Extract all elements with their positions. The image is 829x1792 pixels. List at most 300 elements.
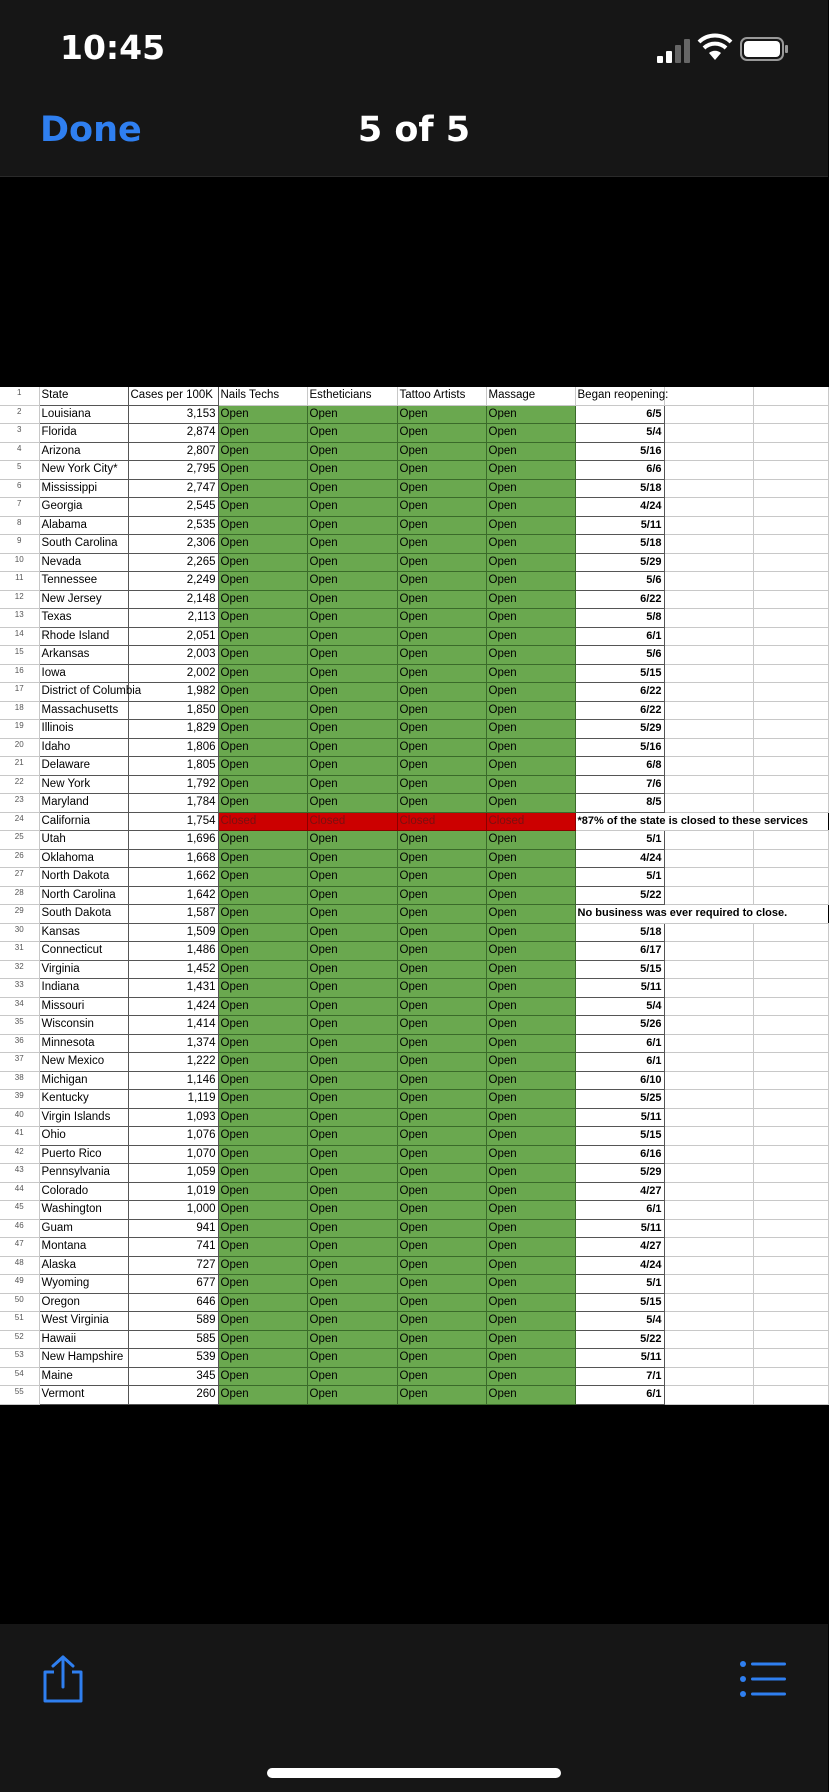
status-cell: Open — [397, 442, 486, 461]
cases-cell: 2,874 — [128, 424, 218, 443]
status-cell: Open — [397, 553, 486, 572]
empty-cell — [664, 1016, 753, 1035]
empty-cell — [664, 405, 753, 424]
reopen-date-cell: 5/29 — [575, 553, 664, 572]
status-cell: Open — [486, 646, 575, 665]
empty-cell — [664, 1090, 753, 1109]
status-cell: Open — [307, 664, 397, 683]
row-number: 26 — [0, 849, 39, 868]
table-row — [0, 1367, 828, 1386]
empty-cell — [753, 775, 828, 794]
reopen-date-cell: 7/1 — [575, 1367, 664, 1386]
state-cell: Virginia — [39, 960, 128, 979]
status-cell: Open — [486, 1090, 575, 1109]
empty-cell — [753, 868, 828, 887]
status-cell: Open — [307, 1182, 397, 1201]
status-cell: Open — [307, 609, 397, 628]
table-row — [0, 627, 828, 646]
table-header-row — [0, 387, 828, 405]
status-cell: Open — [397, 1127, 486, 1146]
clock-time: 10:45 — [60, 28, 166, 67]
reopen-date-cell: 5/16 — [575, 738, 664, 757]
status-cell: Open — [397, 535, 486, 554]
table-row — [0, 590, 828, 609]
status-cell: Open — [397, 1293, 486, 1312]
status-cell: Closed — [397, 812, 486, 831]
state-cell: Louisiana — [39, 405, 128, 424]
table-row — [0, 942, 828, 961]
empty-cell — [664, 387, 753, 405]
status-cell: Open — [218, 627, 307, 646]
status-cell: Open — [307, 1016, 397, 1035]
reopen-date-cell: 5/25 — [575, 1090, 664, 1109]
state-cell: Nevada — [39, 553, 128, 572]
cases-cell: 2,003 — [128, 646, 218, 665]
status-cell: Open — [486, 942, 575, 961]
status-cell: Open — [486, 849, 575, 868]
status-cell: Open — [218, 1071, 307, 1090]
reopen-date-cell: 6/22 — [575, 701, 664, 720]
row-number: 49 — [0, 1275, 39, 1294]
status-cell: Open — [397, 516, 486, 535]
status-cell: Open — [307, 405, 397, 424]
status-cell: Open — [307, 738, 397, 757]
state-cell: California — [39, 812, 128, 831]
cases-cell: 1,668 — [128, 849, 218, 868]
empty-cell — [753, 646, 828, 665]
reopen-date-cell: 5/1 — [575, 868, 664, 887]
empty-cell — [664, 479, 753, 498]
state-cell: Alabama — [39, 516, 128, 535]
state-cell: Maryland — [39, 794, 128, 813]
status-cell: Open — [218, 1016, 307, 1035]
status-cell: Open — [397, 1275, 486, 1294]
home-indicator[interactable] — [267, 1768, 561, 1778]
empty-cell — [664, 1367, 753, 1386]
empty-cell — [753, 1349, 828, 1368]
cases-cell: 1,784 — [128, 794, 218, 813]
table-row — [0, 1293, 828, 1312]
table-row — [0, 1312, 828, 1331]
empty-cell — [753, 1127, 828, 1146]
reopen-date-cell: 6/22 — [575, 590, 664, 609]
status-cell: Open — [218, 609, 307, 628]
empty-cell — [753, 979, 828, 998]
status-cell: Closed — [307, 812, 397, 831]
list-icon[interactable] — [740, 1660, 786, 1698]
empty-cell — [664, 572, 753, 591]
reopen-date-cell: 5/11 — [575, 1349, 664, 1368]
status-cell: Open — [307, 553, 397, 572]
empty-cell — [664, 720, 753, 739]
column-header: Cases per 100K — [128, 387, 218, 405]
reopen-date-cell: 5/11 — [575, 516, 664, 535]
reopen-date-cell: 7/6 — [575, 775, 664, 794]
empty-cell — [664, 1034, 753, 1053]
state-cell: Texas — [39, 609, 128, 628]
row-number: 17 — [0, 683, 39, 702]
status-cell: Open — [486, 1016, 575, 1035]
row-number: 24 — [0, 812, 39, 831]
status-cell: Open — [218, 886, 307, 905]
cases-cell: 2,265 — [128, 553, 218, 572]
table-row — [0, 1164, 828, 1183]
state-cell: Kentucky — [39, 1090, 128, 1109]
empty-cell — [664, 1312, 753, 1331]
status-cell: Open — [486, 1145, 575, 1164]
empty-cell — [753, 609, 828, 628]
row-number: 9 — [0, 535, 39, 554]
state-cell: Colorado — [39, 1182, 128, 1201]
reopen-date-cell: 6/6 — [575, 461, 664, 480]
note-cell: *87% of the state is closed to these services — [575, 812, 828, 831]
row-number: 54 — [0, 1367, 39, 1386]
empty-cell — [753, 701, 828, 720]
empty-cell — [753, 1034, 828, 1053]
status-cell: Open — [218, 1219, 307, 1238]
row-number: 27 — [0, 868, 39, 887]
empty-cell — [753, 738, 828, 757]
status-cell: Open — [307, 461, 397, 480]
table-row — [0, 720, 828, 739]
table-row — [0, 1108, 828, 1127]
table-row — [0, 1349, 828, 1368]
status-cell: Open — [307, 1312, 397, 1331]
cases-cell: 1,486 — [128, 942, 218, 961]
status-cell: Open — [397, 997, 486, 1016]
empty-cell — [664, 1145, 753, 1164]
status-cell: Open — [486, 720, 575, 739]
page-counter-title: 5 of 5 — [357, 110, 471, 150]
table-row — [0, 905, 828, 924]
cases-cell: 2,306 — [128, 535, 218, 554]
table-row — [0, 923, 828, 942]
cases-cell: 1,222 — [128, 1053, 218, 1072]
status-cell: Open — [218, 979, 307, 998]
empty-cell — [664, 1386, 753, 1405]
reopen-date-cell: 5/1 — [575, 831, 664, 850]
status-cell: Open — [307, 831, 397, 850]
empty-cell — [664, 997, 753, 1016]
state-cell: New York — [39, 775, 128, 794]
row-number: 21 — [0, 757, 39, 776]
empty-cell — [664, 1108, 753, 1127]
reopen-date-cell: 6/10 — [575, 1071, 664, 1090]
state-cell: Ohio — [39, 1127, 128, 1146]
row-number: 30 — [0, 923, 39, 942]
empty-cell — [664, 775, 753, 794]
reopen-date-cell: 5/15 — [575, 960, 664, 979]
done-button[interactable]: Done — [40, 110, 142, 150]
status-cell: Open — [218, 424, 307, 443]
status-cell: Open — [486, 516, 575, 535]
status-cell: Open — [218, 461, 307, 480]
status-cell: Open — [397, 1053, 486, 1072]
cases-cell: 3,153 — [128, 405, 218, 424]
table-row — [0, 535, 828, 554]
cases-cell: 2,535 — [128, 516, 218, 535]
row-number: 36 — [0, 1034, 39, 1053]
status-cell: Open — [307, 1219, 397, 1238]
state-cell: South Carolina — [39, 535, 128, 554]
status-cell: Open — [486, 1201, 575, 1220]
cases-cell: 646 — [128, 1293, 218, 1312]
empty-cell — [753, 886, 828, 905]
status-cell: Open — [307, 757, 397, 776]
status-cell: Open — [397, 720, 486, 739]
empty-cell — [664, 1071, 753, 1090]
status-cell: Open — [218, 442, 307, 461]
empty-cell — [664, 1275, 753, 1294]
status-cell: Open — [397, 609, 486, 628]
status-cell: Open — [218, 683, 307, 702]
empty-cell — [753, 516, 828, 535]
cases-cell: 1,696 — [128, 831, 218, 850]
share-icon[interactable] — [40, 1654, 86, 1704]
empty-cell — [664, 701, 753, 720]
cases-cell: 1,424 — [128, 997, 218, 1016]
state-cell: Indiana — [39, 979, 128, 998]
status-cell: Open — [486, 1330, 575, 1349]
reopen-date-cell: 4/27 — [575, 1182, 664, 1201]
state-cell: North Dakota — [39, 868, 128, 887]
empty-cell — [664, 1330, 753, 1349]
row-number: 3 — [0, 424, 39, 443]
cases-cell: 2,002 — [128, 664, 218, 683]
empty-cell — [753, 498, 828, 517]
table-row — [0, 1071, 828, 1090]
row-number: 23 — [0, 794, 39, 813]
status-cell: Open — [486, 960, 575, 979]
status-cell: Open — [307, 979, 397, 998]
empty-cell — [753, 627, 828, 646]
status-cell: Open — [307, 1034, 397, 1053]
table-row — [0, 461, 828, 480]
status-cell: Open — [218, 757, 307, 776]
status-cell: Open — [486, 1367, 575, 1386]
status-cell: Open — [307, 1349, 397, 1368]
state-cell: Oregon — [39, 1293, 128, 1312]
cases-cell: 2,113 — [128, 609, 218, 628]
cases-cell: 1,431 — [128, 979, 218, 998]
status-cell: Open — [307, 1108, 397, 1127]
cases-cell: 1,806 — [128, 738, 218, 757]
status-cell: Open — [486, 923, 575, 942]
status-cell: Open — [397, 1164, 486, 1183]
state-cell: Montana — [39, 1238, 128, 1257]
status-cell: Open — [218, 1349, 307, 1368]
reopen-date-cell: 6/22 — [575, 683, 664, 702]
row-number: 12 — [0, 590, 39, 609]
cases-cell: 2,545 — [128, 498, 218, 517]
row-number: 33 — [0, 979, 39, 998]
state-cell: Tennessee — [39, 572, 128, 591]
status-cell: Open — [307, 1386, 397, 1405]
status-cell: Open — [307, 868, 397, 887]
status-cell: Open — [397, 1071, 486, 1090]
empty-cell — [753, 831, 828, 850]
cases-cell: 1,019 — [128, 1182, 218, 1201]
status-cell: Open — [486, 997, 575, 1016]
status-cell: Closed — [486, 812, 575, 831]
empty-cell — [664, 849, 753, 868]
row-number: 45 — [0, 1201, 39, 1220]
state-cell: Maine — [39, 1367, 128, 1386]
status-cell: Open — [307, 923, 397, 942]
reopen-date-cell: 6/1 — [575, 1034, 664, 1053]
empty-cell — [753, 553, 828, 572]
row-number: 51 — [0, 1312, 39, 1331]
status-cell: Open — [307, 997, 397, 1016]
row-number: 32 — [0, 960, 39, 979]
status-cell: Open — [307, 849, 397, 868]
cases-cell: 677 — [128, 1275, 218, 1294]
status-cell: Open — [397, 498, 486, 517]
status-cell: Open — [397, 960, 486, 979]
status-cell: Open — [397, 572, 486, 591]
status-cell: Open — [486, 1071, 575, 1090]
empty-cell — [753, 923, 828, 942]
status-cell: Open — [307, 683, 397, 702]
reopen-date-cell: 5/15 — [575, 664, 664, 683]
state-cell: Florida — [39, 424, 128, 443]
reopen-date-cell: 5/6 — [575, 646, 664, 665]
status-cell: Open — [218, 1034, 307, 1053]
empty-cell — [753, 1256, 828, 1275]
reopen-date-cell: 5/29 — [575, 720, 664, 739]
column-header: State — [39, 387, 128, 405]
status-cell: Open — [486, 442, 575, 461]
empty-cell — [664, 424, 753, 443]
row-number: 5 — [0, 461, 39, 480]
state-cell: West Virginia — [39, 1312, 128, 1331]
table-row — [0, 794, 828, 813]
row-number: 50 — [0, 1293, 39, 1312]
state-cell: Wyoming — [39, 1275, 128, 1294]
document-preview[interactable] — [0, 387, 828, 1404]
reopen-date-cell: 4/24 — [575, 1256, 664, 1275]
status-cell: Open — [486, 1164, 575, 1183]
cases-cell: 1,754 — [128, 812, 218, 831]
cases-cell: 1,076 — [128, 1127, 218, 1146]
table-row — [0, 1219, 828, 1238]
state-cell: Iowa — [39, 664, 128, 683]
table-row — [0, 997, 828, 1016]
cases-cell: 727 — [128, 1256, 218, 1275]
table-row — [0, 664, 828, 683]
status-cell: Open — [307, 886, 397, 905]
status-cell: Open — [486, 868, 575, 887]
status-cell: Open — [397, 1367, 486, 1386]
reopen-date-cell: 6/8 — [575, 757, 664, 776]
state-cell: Massachusetts — [39, 701, 128, 720]
state-cell: Kansas — [39, 923, 128, 942]
empty-cell — [664, 664, 753, 683]
status-cell: Open — [307, 498, 397, 517]
empty-cell — [753, 997, 828, 1016]
cases-cell: 741 — [128, 1238, 218, 1257]
reopen-date-cell: 6/16 — [575, 1145, 664, 1164]
empty-cell — [753, 1090, 828, 1109]
table-row — [0, 553, 828, 572]
row-number: 13 — [0, 609, 39, 628]
cases-cell: 1,642 — [128, 886, 218, 905]
cases-cell: 1,662 — [128, 868, 218, 887]
status-cell: Open — [486, 1238, 575, 1257]
row-number: 14 — [0, 627, 39, 646]
status-cell: Open — [218, 905, 307, 924]
row-number: 47 — [0, 1238, 39, 1257]
empty-cell — [664, 960, 753, 979]
reopen-date-cell: 8/5 — [575, 794, 664, 813]
status-cell: Open — [218, 1164, 307, 1183]
navigation-bar — [0, 92, 828, 177]
table-row — [0, 1090, 828, 1109]
table-row — [0, 701, 828, 720]
status-cell: Open — [397, 1182, 486, 1201]
empty-cell — [664, 1127, 753, 1146]
empty-cell — [664, 1201, 753, 1220]
status-cell: Open — [218, 720, 307, 739]
empty-cell — [664, 609, 753, 628]
reopen-date-cell: 5/1 — [575, 1275, 664, 1294]
empty-cell — [664, 794, 753, 813]
cases-cell: 1,414 — [128, 1016, 218, 1035]
status-cell: Open — [397, 868, 486, 887]
empty-cell — [664, 831, 753, 850]
cases-cell: 1,982 — [128, 683, 218, 702]
status-cell: Open — [218, 849, 307, 868]
status-cell: Open — [486, 701, 575, 720]
empty-cell — [664, 1293, 753, 1312]
status-cell: Open — [307, 1127, 397, 1146]
state-cell: Washington — [39, 1201, 128, 1220]
status-cell: Open — [218, 1201, 307, 1220]
empty-cell — [664, 757, 753, 776]
status-cell: Closed — [218, 812, 307, 831]
table-row — [0, 1127, 828, 1146]
status-cell: Open — [307, 942, 397, 961]
state-cell: Arizona — [39, 442, 128, 461]
status-cell: Open — [397, 775, 486, 794]
status-cell: Open — [397, 1312, 486, 1331]
status-cell: Open — [397, 1238, 486, 1257]
status-cell: Open — [307, 627, 397, 646]
cases-cell: 2,807 — [128, 442, 218, 461]
status-cell: Open — [307, 1090, 397, 1109]
state-cell: Connecticut — [39, 942, 128, 961]
table-row — [0, 812, 828, 831]
status-cell: Open — [218, 738, 307, 757]
status-cell: Open — [218, 1145, 307, 1164]
row-number: 20 — [0, 738, 39, 757]
table-row — [0, 960, 828, 979]
table-row — [0, 1238, 828, 1257]
table-row — [0, 1182, 828, 1201]
spreadsheet-table — [0, 387, 829, 1405]
row-number: 37 — [0, 1053, 39, 1072]
status-cell: Open — [397, 1386, 486, 1405]
status-cell: Open — [486, 905, 575, 924]
empty-cell — [753, 1053, 828, 1072]
row-number: 52 — [0, 1330, 39, 1349]
table-row — [0, 979, 828, 998]
reopen-date-cell: 6/17 — [575, 942, 664, 961]
empty-cell — [753, 1293, 828, 1312]
status-cell: Open — [486, 1127, 575, 1146]
reopen-date-cell: 5/11 — [575, 979, 664, 998]
empty-cell — [664, 942, 753, 961]
